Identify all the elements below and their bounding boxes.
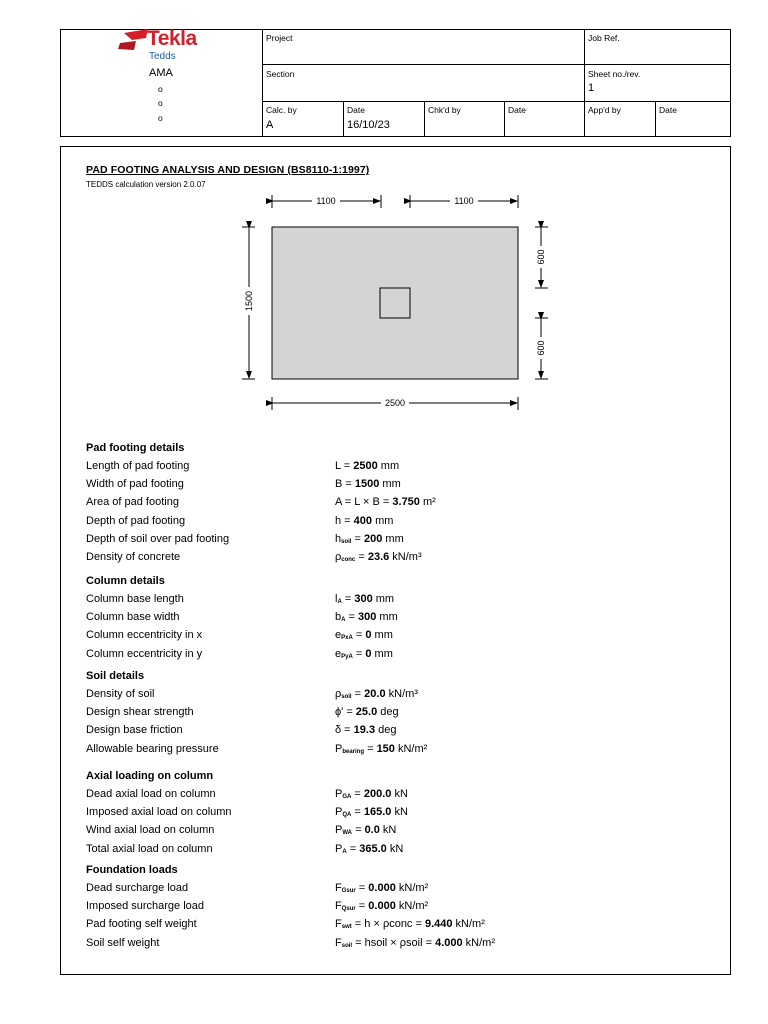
dim-left-top: 1100 [316, 196, 336, 206]
date-label: Date [508, 105, 526, 115]
parameter-value: $F_{Gsur} = 0.000$ kN/m² [335, 882, 429, 894]
dim-right-lower: 600 [536, 340, 546, 356]
parameter-value: L = 2500 mm [335, 460, 400, 472]
dim-height: 1500 [244, 290, 254, 312]
parameter-label: Density of concrete [86, 551, 181, 563]
column-outline [380, 288, 410, 318]
parameter-label: Width of pad footing [86, 478, 184, 491]
parameter-label: Design shear strength [86, 706, 194, 719]
parameter-value: ϕ' = 25.0 deg [335, 706, 399, 719]
logo-subtext: Tedds [149, 51, 176, 62]
parameter-value: $\rho_{soil} = 20.0$ kN/m³ [335, 688, 418, 700]
company-line: o [158, 98, 163, 108]
parameter-label: Wind axial load on column [86, 824, 215, 837]
parameter-value: $e_{PxA} = 0$ mm [335, 629, 393, 642]
parameter-value: $P_A = 365.0$ kN [335, 842, 404, 855]
parameter-label: Imposed axial load on column [86, 806, 232, 819]
section-heading: Foundation loads [86, 864, 178, 876]
parameter-value: $F_{swt} = h$ × ρconc = 9.440 kN/m² [335, 918, 485, 931]
parameter-value: $b_A = 300$ mm [335, 611, 398, 624]
parameter-label: Design base friction [86, 724, 183, 737]
parameter-label: Depth of soil over pad footing [86, 532, 230, 545]
parameter-value: $P_{GA} = 200.0$ kN [335, 788, 408, 800]
sheet-label: Sheet no./rev. [588, 69, 641, 79]
parameter-label: Imposed surcharge load [86, 900, 205, 913]
parameter-value: h = 400 mm [335, 514, 394, 527]
parameter-label: Length of pad footing [86, 460, 190, 472]
parameter-label: Depth of pad footing [86, 514, 186, 527]
section-heading: Axial loading on column [86, 770, 214, 782]
footing-plan-diagram [0, 0, 768, 420]
document-subtitle: TEDDS calculation version 2.0.07 [86, 180, 206, 189]
parameter-label: Total axial load on column [86, 842, 213, 855]
company-name: AMA [149, 67, 173, 79]
jobref-label: Job Ref. [588, 33, 620, 43]
appby-label: App'd by [588, 105, 621, 115]
parameter-value: $l_A = 300$ mm [335, 593, 395, 605]
parameter-label: Column eccentricity in y [86, 647, 203, 660]
company-line: o [158, 84, 163, 94]
section-label: Section [266, 69, 295, 79]
parameter-value: $P_{WA} = 0.0$ kN [335, 824, 397, 837]
parameter-label: Pad footing self weight [86, 918, 197, 931]
parameter-value: B = 1500 mm [335, 478, 401, 491]
parameter-label: Column base length [86, 593, 184, 605]
parameter-value: δ = 19.3 deg [335, 724, 397, 737]
parameter-value: $P_{QA} = 165.0$ kN [335, 806, 408, 819]
parameter-value: $F_{soil}$ = hsoil × ρsoil = 4.000 kN/m² [335, 936, 495, 949]
parameter-value: $F_{Qsur} = 0.000$ kN/m² [335, 900, 429, 913]
company-line: o [158, 113, 163, 123]
parameter-label: Allowable bearing pressure [86, 742, 219, 755]
dim-right-upper: 600 [536, 249, 546, 265]
calcby-label: Calc. by [266, 105, 297, 115]
parameter-label: Dead surcharge load [86, 882, 189, 894]
parameter-value: $e_{PyA} = 0$ mm [335, 647, 393, 660]
parameter-value: $h_{soil} = 200$ mm [335, 532, 404, 545]
parameter-label: Column base width [86, 611, 180, 624]
project-label: Project [266, 33, 293, 43]
parameter-label: Area of pad footing [86, 496, 179, 509]
dim-bottom: 2500 [384, 398, 406, 408]
date-label: Date [659, 105, 677, 115]
date-value: 16/10/23 [347, 119, 390, 131]
parameter-value: $\rho_{conc} = 23.6$ kN/m³ [335, 551, 422, 563]
parameter-value: $P_{bearing} = 150$ kN/m² [335, 742, 428, 755]
dim-right-top: 1100 [454, 196, 474, 206]
parameter-value: A = L × B = 3.750 m² [335, 496, 436, 509]
parameter-label: Soil self weight [86, 936, 160, 949]
logo-text: Tekla [147, 27, 197, 50]
parameter-label: Density of soil [86, 688, 155, 700]
calcby-value: A [266, 119, 274, 131]
parameter-label: Column eccentricity in x [86, 629, 203, 642]
section-heading: Column details [86, 575, 165, 587]
chkby-label: Chk'd by [428, 105, 461, 115]
sheet-value: 1 [588, 82, 595, 94]
document-title: PAD FOOTING ANALYSIS AND DESIGN (BS8110-1:1997) [86, 164, 370, 176]
parameter-label: Dead axial load on column [86, 788, 216, 800]
section-heading: Soil details [86, 670, 145, 682]
section-heading: Pad footing details [86, 442, 185, 454]
date-label: Date [347, 105, 365, 115]
